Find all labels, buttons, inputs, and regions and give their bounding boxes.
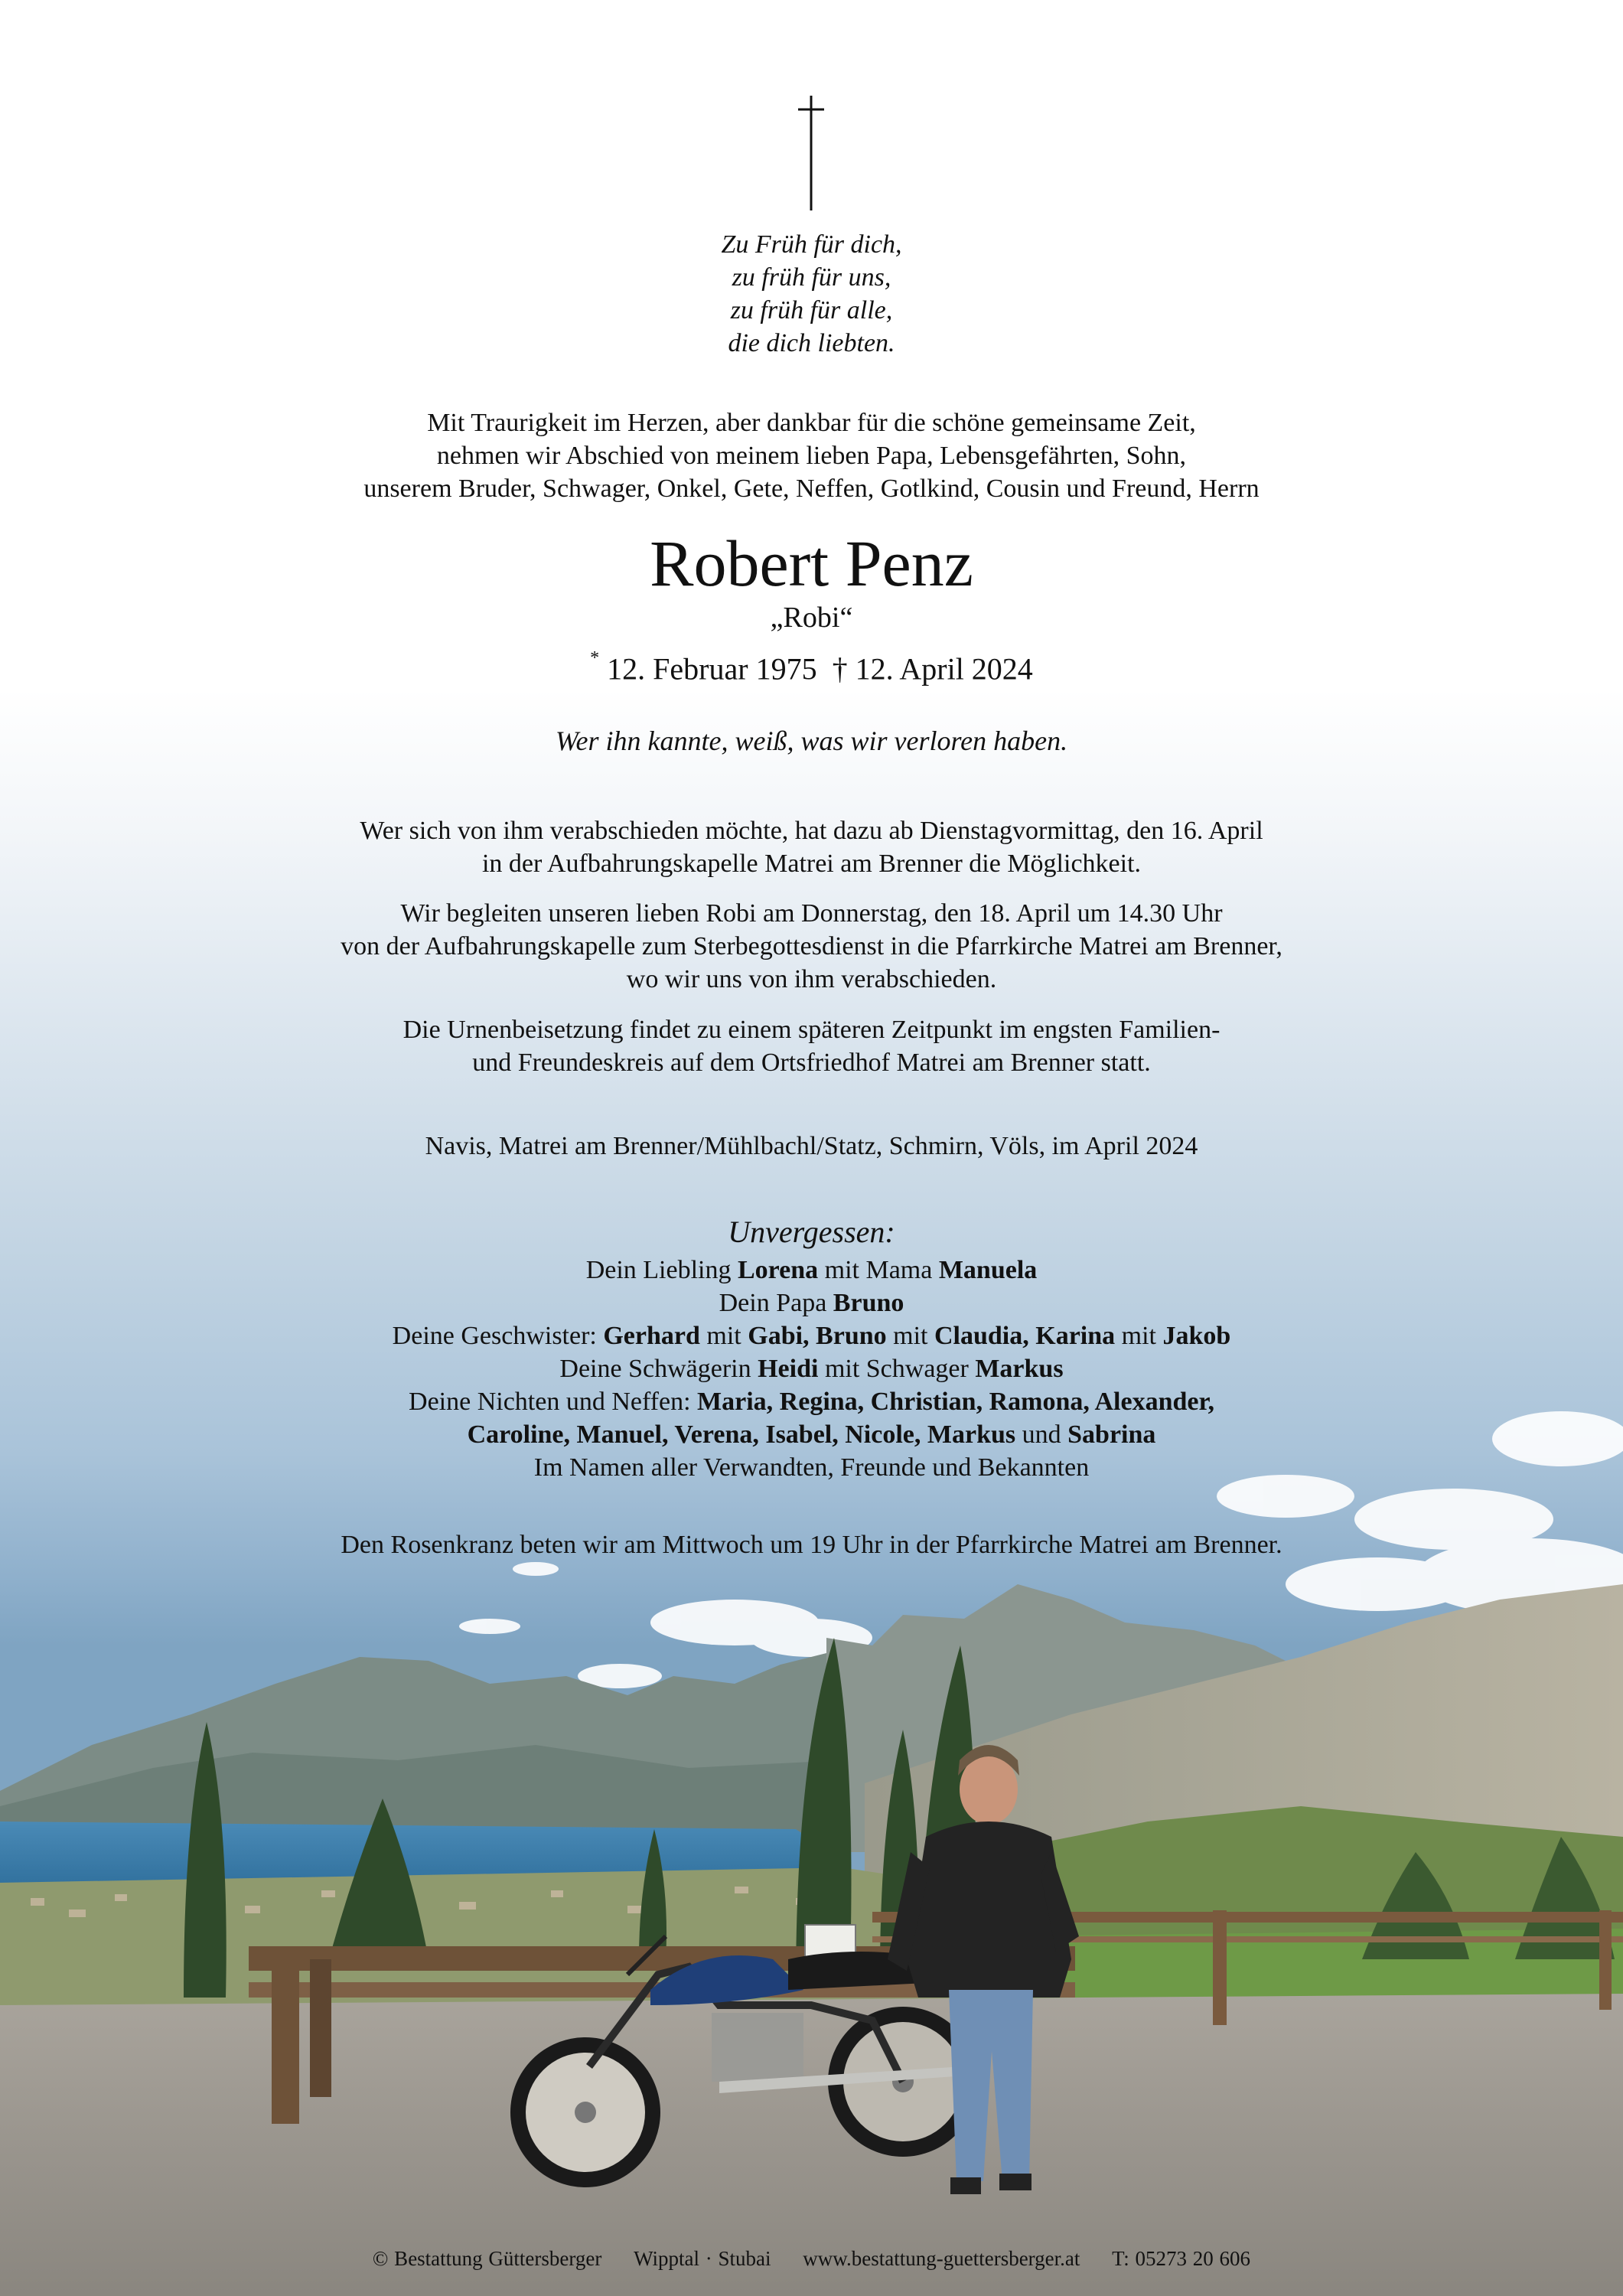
- mourner-name: Bruno: [833, 1289, 904, 1317]
- mourner-text: Im Namen aller Verwandten, Freunde und Bekannten: [533, 1453, 1090, 1482]
- mourner-line: [0, 1319, 1623, 1352]
- death-symbol: †: [832, 651, 848, 687]
- mourner-line: [0, 1287, 1623, 1319]
- mourner-name: Sabrina: [1067, 1420, 1156, 1449]
- rosary-notice: Den Rosenkranz beten wir am Mittwoch um 19 Uhr in der Pfarrkirche Matrei am Brenner.: [341, 1531, 1282, 1559]
- death-date: 12. April 2024: [855, 651, 1033, 687]
- urn-paragraph: [0, 1013, 1623, 1079]
- mourner-name: Claudia, Karina: [934, 1322, 1116, 1350]
- mourner-text: und: [1015, 1420, 1068, 1449]
- mourner-text: Dein Liebling: [585, 1256, 738, 1284]
- viewing-paragraph: [0, 814, 1623, 880]
- paragraph-line: Wer sich von ihm verabschieden möchte, hat dazu ab Dienstagvormittag, den 16. April: [360, 817, 1263, 845]
- intro-line: unserem Bruder, Schwager, Onkel, Gete, Neffen, Gotlkind, Cousin und Freund, Herrn: [363, 475, 1260, 503]
- paragraph-line: Die Urnenbeisetzung findet zu einem späteren Zeitpunkt im engsten Familien-: [402, 1016, 1221, 1044]
- footer-copyright: © Bestattung Güttersberger: [372, 2247, 602, 2270]
- footer-website[interactable]: www.bestattung-guettersberger.at: [803, 2247, 1080, 2270]
- mourner-name: Gerhard: [603, 1322, 700, 1350]
- footer-region: Wipptal · Stubai: [634, 2247, 771, 2270]
- deceased-nickname: „Robi“: [770, 602, 853, 634]
- paragraph-line: in der Aufbahrungskapelle Matrei am Brenner die Möglichkeit.: [481, 850, 1142, 878]
- intro-line: nehmen wir Abschied von meinem lieben Papa, Lebensgefährten, Sohn,: [436, 442, 1187, 470]
- paragraph-line: und Freundeskreis auf dem Ortsfriedhof Matrei am Brenner statt.: [472, 1049, 1151, 1077]
- paragraph-line: Wir begleiten unseren lieben Robi am Donnerstag, den 18. April um 14.30 Uhr: [400, 899, 1223, 928]
- mourner-text: mit: [886, 1322, 934, 1350]
- mourner-line: [0, 1385, 1623, 1418]
- mourner-text: Dein Papa: [719, 1289, 833, 1317]
- paragraph-line: wo wir uns von ihm verabschieden.: [626, 965, 997, 993]
- mourner-line: [0, 1418, 1623, 1451]
- mourner-text: mit: [1115, 1322, 1163, 1350]
- mourner-name: Manuela: [938, 1256, 1038, 1284]
- memorial-quote: Wer ihn kannte, weiß, was wir verloren haben.: [555, 726, 1068, 756]
- mourners-heading: Unvergessen:: [728, 1215, 895, 1249]
- mourner-text: Deine Schwägerin: [559, 1355, 758, 1383]
- place-date: Navis, Matrei am Brenner/Mühlbachl/Statz, Schmirn, Völs, im April 2024: [425, 1132, 1198, 1160]
- birth-symbol: *: [590, 648, 600, 668]
- footer: [0, 2245, 1623, 2272]
- poem-line: Zu Früh für dich,: [721, 230, 902, 259]
- mourner-text: mit Schwager: [818, 1355, 976, 1383]
- intro-text: [0, 406, 1623, 505]
- mourner-name: Gabi, Bruno: [748, 1322, 887, 1350]
- mourner-name: Lorena: [737, 1256, 819, 1284]
- footer-phone: T: 05273 20 606: [1112, 2247, 1251, 2270]
- poem-line: zu früh für uns,: [732, 263, 891, 292]
- cross-icon: [797, 96, 825, 210]
- life-dates: [0, 644, 1623, 688]
- mourner-line: [0, 1254, 1623, 1287]
- paragraph-line: von der Aufbahrungskapelle zum Sterbegottesdienst in die Pfarrkirche Matrei am Brenner,: [341, 932, 1282, 960]
- mourners-list: [0, 1254, 1623, 1484]
- mourner-line: [0, 1451, 1623, 1484]
- poem: [0, 228, 1623, 360]
- mourner-text: Deine Nichten und Neffen:: [409, 1388, 698, 1416]
- mourner-name: Markus: [975, 1355, 1064, 1383]
- mourner-text: mit: [699, 1322, 748, 1350]
- mourner-name: Heidi: [758, 1355, 819, 1383]
- mourner-text: Deine Geschwister:: [392, 1322, 604, 1350]
- mourner-line: [0, 1352, 1623, 1385]
- intro-line: Mit Traurigkeit im Herzen, aber dankbar für die schöne gemeinsame Zeit,: [427, 409, 1196, 437]
- poem-line: die dich liebten.: [728, 329, 895, 357]
- mourner-name: Maria, Regina, Christian, Ramona, Alexander,: [697, 1388, 1214, 1416]
- deceased-name: Robert Penz: [650, 527, 973, 600]
- mourner-text: mit Mama: [818, 1256, 939, 1284]
- service-paragraph: [0, 897, 1623, 996]
- birth-date: 12. Februar 1975: [607, 651, 817, 687]
- mourner-name: Jakob: [1162, 1322, 1231, 1350]
- mourner-name: Caroline, Manuel, Verena, Isabel, Nicole, Markus: [467, 1420, 1016, 1449]
- poem-line: zu früh für alle,: [730, 296, 893, 325]
